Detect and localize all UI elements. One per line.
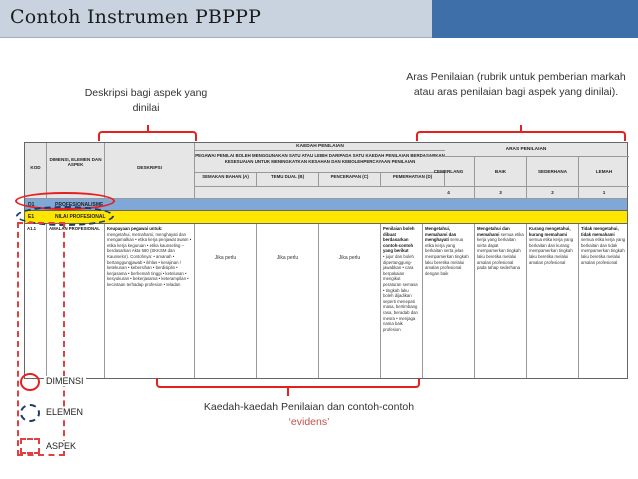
aras-header: ARAS PENILAIAN — [423, 143, 629, 157]
aras-col-baik: BAIK — [475, 157, 527, 187]
callout-kaedah: Kaedah-kaedah Penilaian dan contoh-contoh ‘evidens’ — [203, 401, 415, 428]
bracket-deskripsi — [98, 131, 197, 141]
highlight-aspek — [17, 222, 65, 456]
aras-col-cemerlang: CEMERLANG — [423, 157, 475, 187]
solid-ellipse-icon — [20, 373, 40, 391]
callout-aras-penilaian: Aras Penilaian (rubrik untuk pemberian markah atau aras penilaian bagi aspek yang dinilai). — [406, 71, 626, 98]
row-dimensi — [25, 199, 627, 211]
aspek-code: A1.1 — [25, 224, 47, 378]
aras-col-sederhana: SEDERHANA — [527, 157, 579, 187]
aras-col-lemah: LEMAH — [579, 157, 629, 187]
kaedah-col-a: SEMAKAN BAHAN (A) — [195, 173, 257, 187]
aspek-deskripsi: Keupayaan pegawai untuk: mengetahui, memahami, menghayati dan mengamalkan • etika kerja penjawat awam • etika kerja keguruan • etika kaunseling – berdasarkan Akta 580 (SKKSM dan Kaunselor). Contohnya: • amanah • bertanggungjawab • ikhlas • kerajinan / ketekunan • kebersihan • berdisiplin • kerjasama • berhemah tinggi • ketelusan • kesyukuran • bekerjasama • keterampilan • kecintaan terhadap profesion • teladan — [105, 224, 195, 378]
kaedah-col-d: PEMERHATIAN (D) — [381, 173, 445, 187]
table-header — [25, 143, 627, 199]
page-title: Contoh Instrumen PBPPP — [10, 6, 262, 28]
col-dimensi: DIMENSI, ELEMEN DAN ASPEK — [47, 143, 105, 198]
callout-deskripsi: Deskripsi bagi aspek yang dinilai — [84, 87, 208, 114]
row-aspek — [25, 224, 627, 378]
title-bar — [0, 0, 432, 38]
aras-sederhana-desc: Kurang mengetahui, kurang memahami semua etika kerja yang berkaitan dan kurang mempamerkan tingkah laku beretika melalui amalan profesional — [527, 224, 579, 378]
col-deskripsi: DESKRIPSI — [105, 143, 195, 198]
kaedah-a-value: Jika perlu — [195, 224, 257, 378]
aras-cemerlang-desc: Mengetahui, memahami dan menghayati semua etika kerja yang berkaitan serta jelas mempamerkan tingkah laku beretika melalui amalan profesional dengan baik — [423, 224, 475, 378]
kaedah-subheader: PEGAWAI PENILAI BOLEH MENGGUNAKAN SATU ATAU LEBIH DARIPADA SATU KAEDAH PENILAIAN BERDASARKAN KESESUAIAN UNTUK MENINGKATKAN KESAHAN DAN KEBOLEHPERCAYAAN PENILAIAN — [195, 151, 445, 173]
row-dimensi-code: D1 — [28, 202, 35, 208]
kaedah-b-value: Jika perlu — [257, 224, 319, 378]
dashed-rect-icon — [20, 438, 40, 454]
col-kod: KOD — [25, 143, 47, 198]
aras-num-2: 2 — [527, 187, 579, 199]
row-elemen-code: E1 — [28, 214, 35, 220]
bracket-kaedah — [156, 378, 420, 388]
row-elemen — [25, 211, 627, 224]
kaedah-c-value: Jika perlu — [319, 224, 381, 378]
aras-num-1: 1 — [602, 190, 606, 195]
aspek-name: AMALAN PROFESIONAL — [47, 224, 105, 378]
aras-num-4: 4 — [423, 187, 475, 199]
row-dimensi-label: PROFESIONALISME — [55, 202, 104, 208]
bracket-aras — [416, 131, 626, 141]
kaedah-col-b: TEMU DUAL (B) — [257, 173, 319, 187]
dashed-ellipse-icon — [20, 404, 40, 422]
aras-lemah-desc: Tidak mengetahui, tidak memahami semua etika kerja yang berkaitan dan tidak mempamerkan tingkah laku beretika melalui amalan profesional — [581, 226, 626, 265]
kaedah-d-value: Penilaian boleh dibuat berdasarkan contoh-contoh yang berikut • jujur dan boleh dipertanggung-jawabkan • cara berpakaian mengikut peraturan semasa • tingkah laku boleh dijadikan seperti menepati masa, bertimbang rasa, beradab dan mesra • menjaga nama baik profesion — [381, 224, 423, 378]
aras-num-3: 3 — [475, 187, 527, 199]
aras-baik-desc: Mengetahui dan memahami semua etika kerja yang berkaitan serta dapat mempamerkan tingkah laku beretika melalui amalan profesional pada tahap sederhana — [475, 224, 527, 378]
instrument-table — [24, 142, 628, 379]
title-accent-bar — [432, 0, 638, 38]
row-elemen-label: NILAI PROFESIONAL — [55, 214, 106, 220]
kaedah-col-c: PENCERAPAN (C) — [319, 173, 381, 187]
kaedah-header: KAEDAH PENILAIAN — [195, 143, 445, 151]
